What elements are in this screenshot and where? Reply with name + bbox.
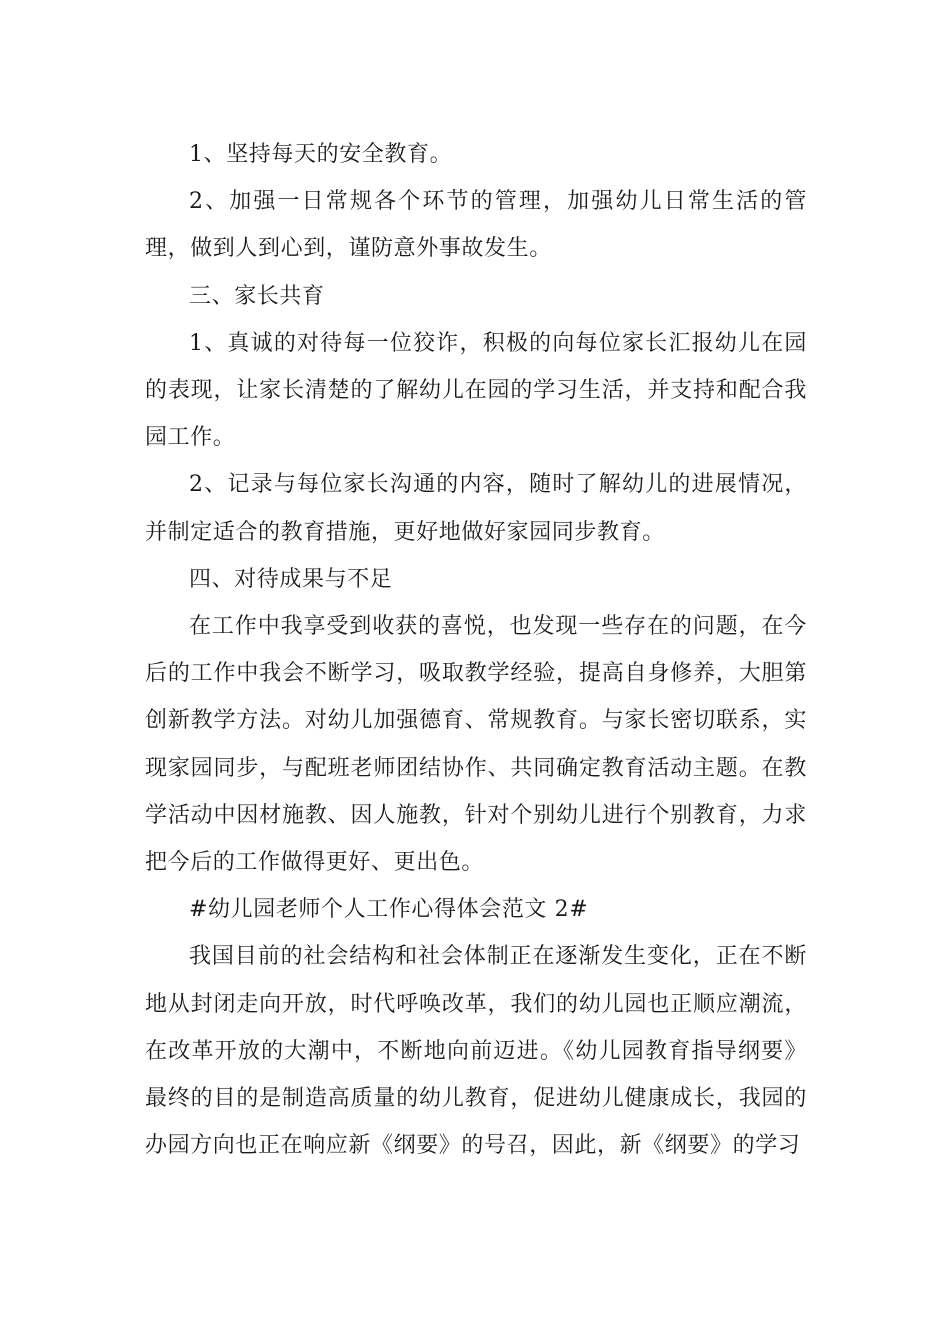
paragraph-social-reform: 我国目前的社会结构和社会体制正在逐渐发生变化，正在不断地从封闭走向开放，时代呼唤改革，我们的幼儿园也正顺应潮流，在改革开放的大潮中，不断地向前迈进。《幼儿园教育指导纲要》最终的目的是制造高质量的幼儿教育，促进幼儿健康成长，我园的办园方向也正在响应新《纲要》的号召，因此，新《纲要》的学习: [145, 944, 807, 1159]
paragraph-daily-management: 2、加强一日常规各个环节的管理，加强幼儿日常生活的管理，做到人到心到，谨防意外事故发生。: [145, 189, 807, 262]
section-heading-results-shortcomings: 四、对待成果与不足: [189, 566, 393, 592]
section-heading-parent-coeducation: 三、家长共育: [189, 283, 325, 309]
paragraph-parent-communication: 1、真诚的对待每一位狡诈，积极的向每位家长汇报幼儿在园的表现，让家长清楚的了解幼儿在园的学习生活，并支持和配合我园工作。: [145, 330, 807, 451]
paragraph-record-communication: 2、记录与每位家长沟通的内容，随时了解幼儿的进展情况，并制定适合的教育措施，更好地做好家园同步教育。: [145, 472, 807, 545]
document-body: [145, 131, 807, 1169]
paragraph-safety-education: 1、坚持每天的安全教育。: [189, 142, 453, 167]
paragraph-work-reflection: 在工作中我享受到收获的喜悦，也发现一些存在的问题，在今后的工作中我会不断学习，吸取教学经验，提高自身修养，大胆第创新教学方法。对幼儿加强德育、常规教育。与家长密切联系，实现家园同步，与配班老师团结协作、共同确定教育活动主题。在教学活动中因材施教、因人施教，针对个别幼儿进行个别教育，力求把今后的工作做得更好、更出色。: [145, 614, 807, 876]
article-title-sample-2: #幼儿园老师个人工作心得体会范文 2#: [189, 897, 589, 923]
